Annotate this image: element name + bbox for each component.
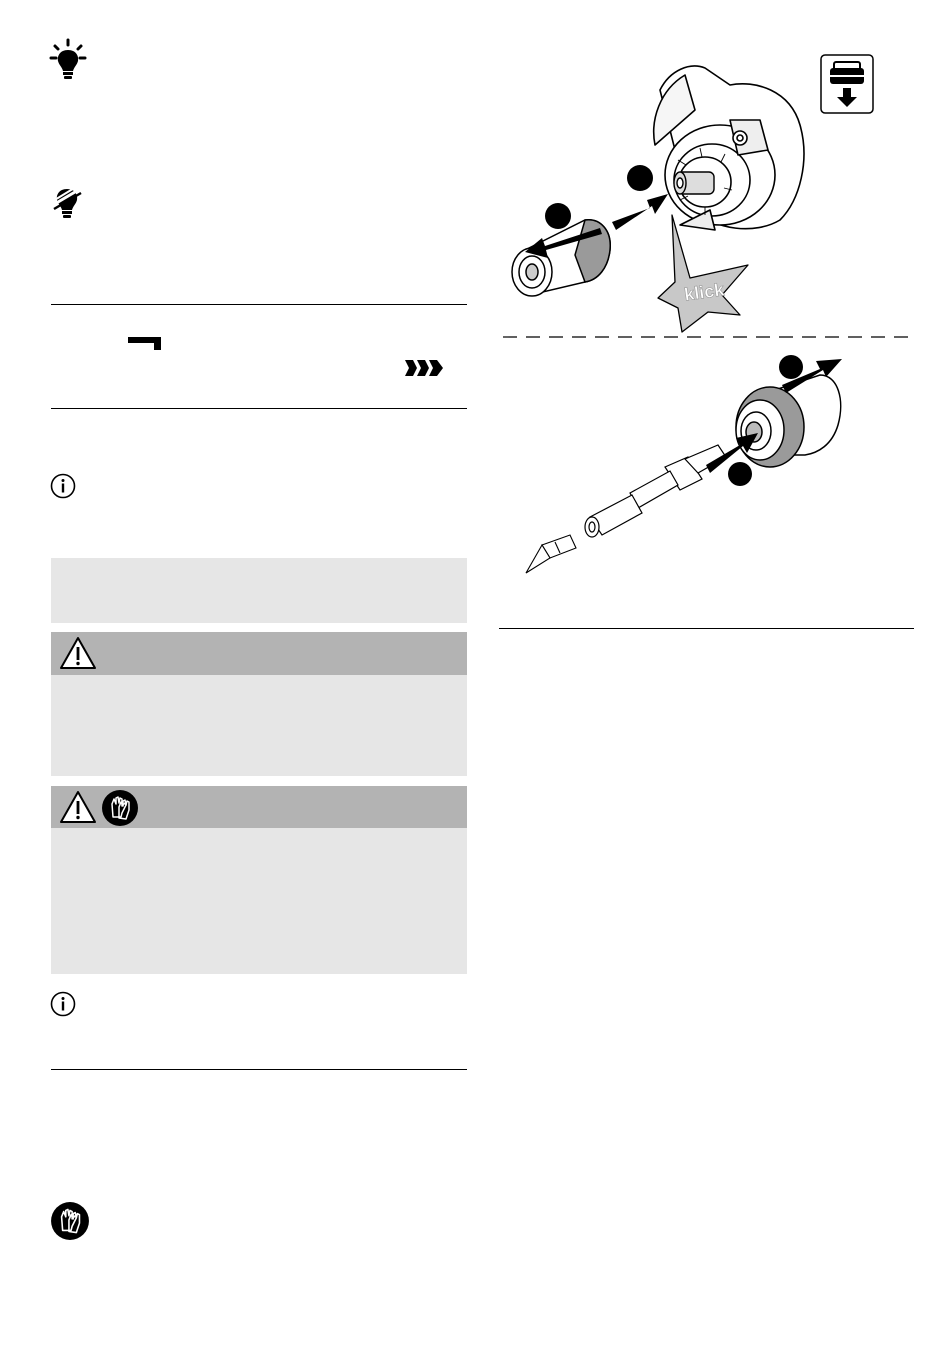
bit-insertion-illustration bbox=[520, 345, 850, 580]
illustration-separator bbox=[503, 336, 913, 338]
section-divider bbox=[51, 304, 467, 305]
light-bulb-off-icon bbox=[50, 186, 84, 224]
notice-box bbox=[51, 558, 467, 623]
push-lock-icon bbox=[128, 334, 164, 350]
protective-gloves-icon bbox=[50, 1201, 90, 1241]
section-divider bbox=[499, 628, 914, 629]
warning-triangle-icon bbox=[59, 636, 97, 671]
warning-triangle-icon bbox=[59, 790, 97, 825]
light-bulb-on-icon bbox=[48, 38, 88, 82]
speed-chevrons-icon bbox=[405, 360, 445, 376]
klick-label: klick bbox=[682, 279, 726, 305]
info-icon bbox=[50, 991, 76, 1017]
warning-body bbox=[51, 828, 467, 974]
warning-header bbox=[51, 632, 467, 675]
info-icon bbox=[50, 473, 76, 499]
section-divider bbox=[51, 1069, 467, 1070]
section-divider bbox=[51, 408, 467, 409]
warning-body bbox=[51, 675, 467, 776]
protective-gloves-icon bbox=[101, 789, 139, 827]
toolbox-download-icon bbox=[820, 54, 874, 114]
